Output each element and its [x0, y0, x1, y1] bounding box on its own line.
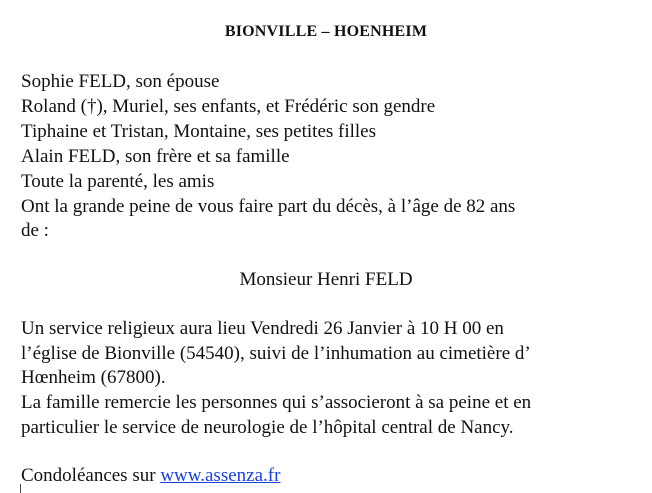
- condolences-link[interactable]: www.assenza.fr: [160, 465, 281, 486]
- family-line-spouse: Sophie FELD, son épouse: [21, 71, 220, 92]
- family-line-children: Roland (†), Muriel, ses enfants, et Frédéric son gendre: [21, 96, 436, 117]
- condolences-line: [21, 464, 280, 488]
- deceased-name: Monsieur Henri FELD: [239, 269, 413, 290]
- text-cursor: [20, 484, 21, 493]
- family-line-relatives: Toute la parenté, les amis: [21, 171, 215, 192]
- service-line-town: Hœnheim (67800).: [21, 367, 166, 388]
- service-line-church: l’église de Bionville (54540), suivi de l’inhumation au cimetière d’: [21, 343, 531, 364]
- announcement-line-end: de :: [21, 220, 49, 241]
- thanks-line: La famille remercie les personnes qui s’associeront à sa peine et en: [21, 392, 532, 413]
- thanks-line-hospital: particulier le service de neurologie de l’hôpital central de Nancy.: [21, 417, 514, 438]
- document-title: BIONVILLE – HOENHEIM: [224, 23, 428, 40]
- family-line-grandchildren: Tiphaine et Tristan, Montaine, ses petites filles: [21, 121, 377, 142]
- family-line-brother: Alain FELD, son frère et sa famille: [21, 146, 290, 167]
- condolences-label: Condoléances sur: [21, 465, 161, 486]
- service-line-date: Un service religieux aura lieu Vendredi 26 Janvier à 10 H 00 en: [21, 318, 504, 339]
- announcement-line: Ont la grande peine de vous faire part du décès, à l’âge de 82 ans: [21, 196, 516, 217]
